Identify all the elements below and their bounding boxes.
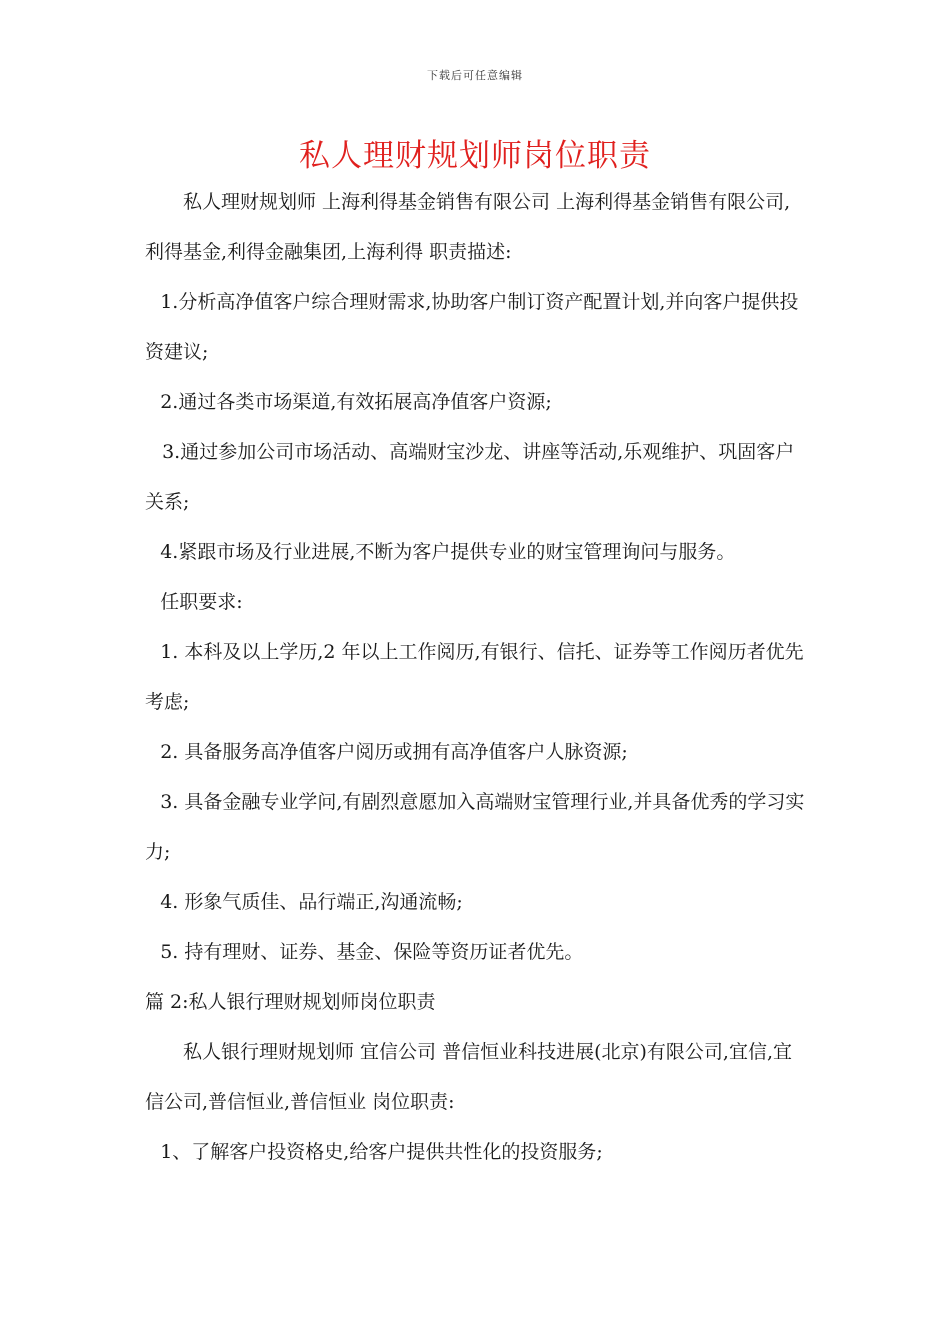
requirement-item-1: 1. 本科及以上学历,2 年以上工作阅历,有银行、信托、证券等工作阅历者优先考虑; bbox=[145, 641, 804, 713]
requirement-item-3: 3. 具备金融专业学问,有剧烈意愿加入高端财宝管理行业,并具备优秀的学习实力; bbox=[145, 791, 805, 863]
intro-paragraph: 私人理财规划师 上海利得基金销售有限公司 上海利得基金销售有限公司,利得基金,利得金融集团,上海利得 职责描述: bbox=[145, 191, 791, 263]
section-2-heading: 篇 2:私人银行理财规划师岗位职责 bbox=[145, 991, 436, 1013]
duty-item-2: 2.通过各类市场渠道,有效拓展高净值客户资源; bbox=[160, 391, 552, 413]
requirement-item-4: 4. 形象气质佳、品行端正,沟通流畅; bbox=[160, 891, 463, 913]
duty-item-1: 1.分析高净值客户综合理财需求,协助客户制订资产配置计划,并向客户提供投资建议; bbox=[145, 291, 799, 363]
requirement-item-5: 5. 持有理财、证券、基金、保险等资历证者优先。 bbox=[160, 941, 584, 963]
requirements-heading: 任职要求: bbox=[160, 591, 243, 613]
document-title: 私人理财规划师岗位职责 bbox=[299, 138, 651, 174]
duty-item-3: 3.通过参加公司市场活动、高端财宝沙龙、讲座等活动,乐观维护、巩固客户关系; bbox=[145, 441, 795, 513]
duty-item-4: 4.紧跟市场及行业进展,不断为客户提供专业的财宝管理询问与服务。 bbox=[160, 541, 736, 563]
document-body bbox=[145, 177, 807, 1177]
section-2-duty-item-1: 1、了解客户投资格史,给客户提供共性化的投资服务; bbox=[160, 1141, 603, 1163]
header-note: 下载后可任意编辑 bbox=[427, 69, 523, 82]
requirement-item-2: 2. 具备服务高净值客户阅历或拥有高净值客户人脉资源; bbox=[160, 741, 628, 763]
section-2-intro: 私人银行理财规划师 宜信公司 普信恒业科技进展(北京)有限公司,宜信,宜信公司,普信恒业,普信恒业 岗位职责: bbox=[145, 1041, 792, 1113]
